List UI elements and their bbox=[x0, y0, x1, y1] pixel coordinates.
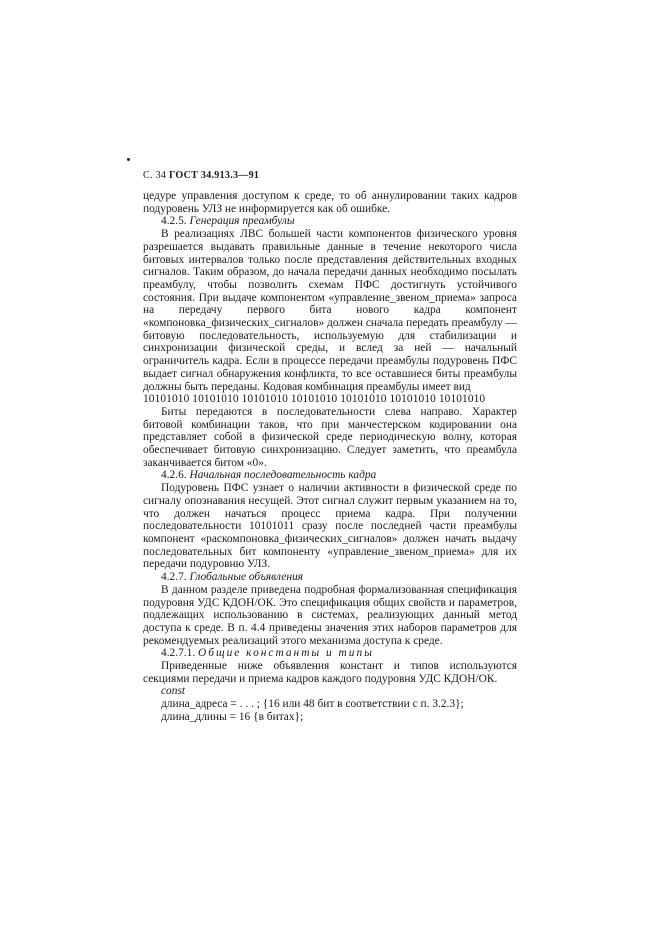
section-heading-4-2-6 bbox=[143, 469, 517, 482]
preamble-bit-pattern: 10101010 10101010 10101010 10101010 10101010 10101010 10101010 bbox=[143, 393, 486, 406]
section-heading-4-2-7 bbox=[143, 571, 517, 584]
code-line-length-length: длина_длины = 16 {в битах}; bbox=[161, 710, 304, 723]
section-number: 4.2.7.1. bbox=[161, 647, 196, 660]
code-keyword-line bbox=[143, 685, 517, 698]
paragraph-start-sequence: Подуровень ПФС узнает о наличии активности в физической среде по сигналу опознавания несущей. Этот сигнал служит первым указанием на то, что должен начаться процесс приема кадра. При получении последовательности 10101011 сразу после последней части преамбулы компонент «раскомпоновка_физических_сигналов» должен начать выдачу последовательных бит компоненту «управление_звеном_приема» для их передачи подуровню УЛЗ. bbox=[143, 482, 517, 571]
page-number: С. 34 bbox=[143, 170, 167, 181]
standard-code: ГОСТ 34.913.3—91 bbox=[168, 170, 260, 181]
paragraph-continuation: цедуре управления доступом к среде, то об аннулировании таких кадров подуровень УЛЗ не информируется как об ошибке. bbox=[143, 190, 517, 215]
section-title: Общие константы и типы bbox=[198, 647, 374, 660]
paragraph-global-declarations: В данном разделе приведена подробная формализованная спецификация подуровня УДС КДОН/ОК. Это спецификация общих свойств и параметров, подлежащих использованию в системах, реализующих данный метод доступа к среде. В п. 4.4 приведены значения этих наборов параметров для рекомендуемых реализаций этого механизма доступа к среде. bbox=[143, 583, 517, 647]
code-line-address-length: длина_адреса = . . . ; {16 или 48 бит в соответствии с п. 3.2.3}; bbox=[161, 698, 464, 711]
paragraph-constants-intro: Приведенные ниже объявления констант и типов используются секциями передачи и приема кадров каждого подуровня УДС КДОН/ОК. bbox=[143, 660, 517, 685]
section-heading-4-2-5 bbox=[143, 215, 517, 228]
section-number: 4.2.7. bbox=[161, 571, 187, 584]
section-title: Начальная последовательность кадра bbox=[189, 469, 377, 482]
document-body bbox=[143, 190, 517, 724]
section-number: 4.2.6. bbox=[161, 469, 187, 482]
section-title: Глобальные объявления bbox=[189, 571, 303, 584]
section-number: 4.2.5. bbox=[161, 215, 187, 228]
section-heading-4-2-7-1 bbox=[143, 647, 517, 660]
scan-dot-mark bbox=[127, 158, 130, 161]
paragraph-preamble-generation: В реализациях ЛВС большей части компонентов физического уровня разрешается выдавать правильные данные в течение некоторого числа битовых интервалов только после представления действительных входных сигналов. Таким образом, до начала передачи данных необходимо посылать преамбулу, чтобы позволить схемам ПФС достигнуть устойчивого состояния. При выдаче компонентом «управление_звеном_приема» запроса на передачу первого бита нового кадра компонент «компоновка_физических_сигналов» должен сначала передать преамбулу — битовую последовательность, используемую для стабилизации и синхронизации физической среды, и вслед за ней — начальный ограничитель кадра. Если в процессе передачи преамбулы подуровень ПФС выдает сигнал обнаружения конфликта, то все оставшиеся биты преамбулы должны быть переданы. Кодовая комбинация преамбулы имеет вид bbox=[143, 228, 517, 393]
code-keyword: const bbox=[161, 685, 186, 698]
page-header bbox=[143, 170, 259, 181]
paragraph-bit-order: Биты передаются в последовательности слева направо. Характер битовой комбинации таков, что при манчестерском кодировании она представляет собой в физической среде периодическую волну, которая обеспечивает битовую синхронизацию. Следует заметить, что преамбула заканчивается битом «0». bbox=[143, 405, 517, 469]
section-title: Генерация преамбулы bbox=[189, 215, 295, 228]
